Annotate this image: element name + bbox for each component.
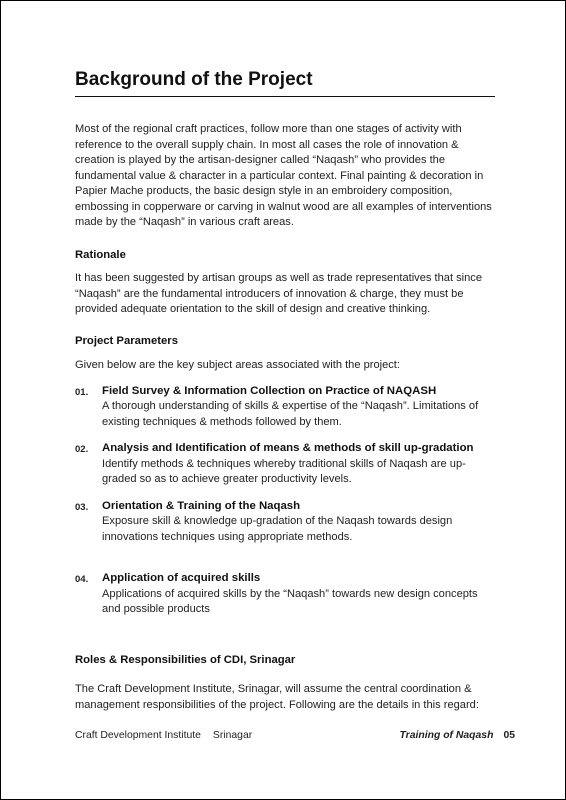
rationale-heading: Rationale: [75, 248, 126, 261]
item-description: A thorough understanding of skills & expertise of the “Naqash”. Limitations of existing techniques & methods followed by them.: [102, 400, 479, 428]
footer-doc-info: [400, 730, 515, 741]
roles-heading: Roles & Responsibilities of CDI, Srinagar: [75, 653, 296, 666]
parameter-item: [75, 441, 499, 488]
roles-paragraph: The Craft Development Institute, Srinagar, will assume the central coordination & management responsibilities of the project. Following are the details in this regard:: [75, 683, 479, 711]
parameters-intro: Given below are the key subject areas associated with the project:: [75, 359, 400, 371]
page-title: Background of the Project: [75, 69, 313, 90]
footer-institute: [75, 730, 252, 741]
item-number: 02.: [75, 444, 89, 455]
item-title: Orientation & Training of the Naqash: [102, 499, 301, 512]
item-description: Applications of acquired skills by the “Naqash” towards new design concepts and possible products: [102, 587, 478, 615]
item-number: 03.: [75, 501, 89, 513]
footer-city: Srinagar: [212, 730, 253, 741]
item-description: Exposure skill & knowledge up-gradation of the Naqash towards design innovations techniques using appropriate methods.: [102, 515, 453, 543]
parameter-item: [75, 384, 499, 431]
item-number: 04.: [75, 574, 89, 585]
parameters-heading: Project Parameters: [75, 334, 178, 347]
item-title: Field Survey & Information Collection on Practice of NAQASH: [102, 384, 437, 397]
parameter-item: [75, 499, 499, 546]
item-description: Identify methods & techniques whereby traditional skills of Naqash are up-graded so as to achieve greater productivity levels.: [102, 457, 466, 485]
page-body: [75, 122, 499, 713]
item-title: Application of acquired skills: [102, 572, 261, 584]
page-number: 05: [503, 730, 515, 741]
title-underline: [75, 96, 495, 97]
item-title: Analysis and Identification of means & methods of skill up-gradation: [102, 442, 474, 454]
intro-paragraph: Most of the regional craft practices, follow more than one stages of activity with reference to the overall supply chain. In most all cases the role of innovation & creation is played by the artisan-designer called “Naqash” who provides the fundamental value & character in a particular context. Final painting & decoration in Papier Mache products, the basic design style in an embroidery composition, embossing in copperware or carving in walnut wood are all examples of interventions made by the “Naqash” in various craft areas.: [75, 123, 492, 228]
footer-institute-name: Craft Development Institute: [75, 730, 201, 741]
item-number: 01.: [75, 386, 89, 398]
parameter-item: [75, 571, 499, 618]
footer-doc-title: Training of Naqash: [399, 730, 494, 741]
rationale-paragraph: It has been suggested by artisan groups as well as trade representatives that since “Naqash” are the fundamental introducers of innovation & charge, they must be provided adequate orientation to the skill of design and creative thinking.: [75, 272, 483, 315]
